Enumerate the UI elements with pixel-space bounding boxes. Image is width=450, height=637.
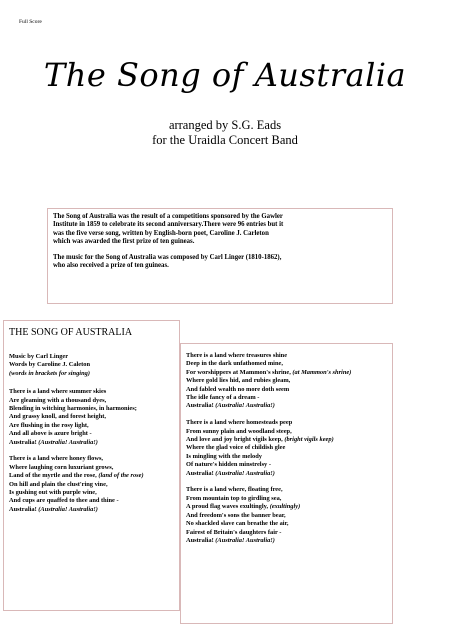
left-stanzas	[9, 388, 174, 514]
lyric-text: A proud flag waves exultingly,	[186, 503, 270, 511]
lyric-text: Land of the myrtle and the rose,	[9, 472, 99, 480]
lyric-text: And fabled wealth no more doth seem	[186, 385, 290, 393]
sung-repeat: (land of the rose)	[98, 472, 144, 480]
lyric-text: From mountain top to girdling sea,	[186, 494, 282, 502]
lyric-line	[9, 397, 174, 405]
sung-repeat: (exultingly)	[269, 503, 301, 511]
lyric-text: Where the glad voice of childish glee	[186, 444, 286, 452]
words-credit: Words by Caroline J. Caleton	[9, 361, 91, 369]
lyric-line	[186, 470, 387, 478]
music-credit: Music by Carl Linger	[9, 353, 69, 360]
singing-note: (words in brackets for singing)	[9, 369, 90, 377]
lyric-text: For worshippers at Mammon's shrine,	[186, 368, 293, 376]
lyric-line	[9, 489, 174, 497]
lyric-text: There is a land where homesteads peep	[186, 419, 293, 427]
lyric-line	[186, 453, 387, 461]
lyric-line	[9, 455, 174, 463]
lyric-line	[186, 512, 387, 520]
score-type-label: Full Score	[19, 19, 42, 25]
lyric-line	[186, 419, 387, 427]
lyric-text: Deep in the dark unfathomed mine,	[186, 360, 283, 368]
lyric-line	[9, 388, 174, 396]
lyric-line	[186, 386, 387, 394]
lyric-text: Australia!	[186, 536, 216, 544]
lyric-text: Are gleaming with a thousand dyes,	[9, 396, 107, 404]
lyric-line	[9, 506, 174, 514]
lyric-line	[186, 377, 387, 385]
lyric-text: There is a land where summer skies	[9, 388, 107, 396]
lyric-text: From sunny plain and woodland steep,	[186, 427, 292, 435]
lyric-line	[9, 472, 174, 480]
lyric-text: Australia!	[9, 505, 39, 513]
lyric-line	[9, 497, 174, 505]
lyrics-column-right	[180, 343, 393, 624]
stanza	[186, 486, 387, 545]
history-line: was the five verse song, written by English-born poet, Caroline J. Carleton	[53, 229, 269, 237]
lyric-line	[186, 461, 387, 469]
sung-repeat: (Australia! Australia!)	[215, 469, 275, 477]
lyric-text: There is a land where honey flows,	[9, 455, 104, 463]
lyrics-column-left	[3, 320, 180, 611]
lyric-text: And cups are quaffed to thee and thine -	[9, 497, 119, 505]
lyric-text: On hill and plain the clust'ring vine,	[9, 480, 108, 488]
lyric-line	[9, 413, 174, 421]
history-paragraph-1	[53, 213, 387, 247]
lyric-text: There is a land where, floating free,	[186, 486, 283, 494]
stanza	[9, 388, 174, 447]
sung-repeat: (Australia! Australia!)	[215, 402, 275, 410]
lyric-line	[186, 529, 387, 537]
song-credits	[9, 353, 174, 378]
lyric-text: Australia!	[9, 438, 39, 446]
lyric-line	[186, 495, 387, 503]
lyric-line	[9, 481, 174, 489]
sung-repeat: (Australia! Australia!)	[38, 505, 98, 513]
lyric-line	[9, 439, 174, 447]
lyric-line	[186, 369, 387, 377]
lyric-line	[186, 394, 387, 402]
lyric-line	[186, 503, 387, 511]
lyric-line	[186, 352, 387, 360]
history-line: The Song of Australia was the result of a competitions sponsored by the Gawler	[53, 213, 283, 220]
history-paragraph-2	[53, 254, 387, 271]
song-title: THE SONG OF AUSTRALIA	[9, 327, 133, 338]
sung-repeat: (bright vigils keep)	[284, 436, 334, 444]
arranger-credit: arranged by S.G. Eads	[168, 118, 282, 132]
lyric-text: And love and joy bright vigils keep,	[186, 436, 285, 444]
history-line: which was awarded the first prize of ten guineas.	[53, 238, 195, 246]
lyric-text: Are flushing in the rosy light,	[9, 421, 89, 429]
lyric-line	[186, 486, 387, 494]
lyric-text: Is gushing out with purple wine,	[9, 489, 97, 497]
lyric-line	[186, 360, 387, 368]
stanza	[186, 419, 387, 478]
lyric-text: And all above is azure bright -	[9, 430, 92, 438]
lyric-text: Fairest of Britain's daughters fair -	[186, 528, 282, 536]
lyric-line	[186, 428, 387, 436]
lyric-text: Australia!	[186, 402, 216, 410]
history-box	[47, 208, 393, 304]
lyric-text: No shackled slave can breathe the air,	[186, 520, 289, 528]
ensemble-credit: for the Uraidla Concert Band	[152, 133, 298, 147]
lyric-text: And grassy knoll, and forest height,	[9, 413, 107, 421]
lyric-line	[186, 537, 387, 545]
lyric-text: Is mingling with the melody	[186, 452, 262, 460]
lyric-line	[186, 402, 387, 410]
page-title: The Song of Australia	[43, 56, 407, 94]
lyric-line	[186, 444, 387, 452]
lyric-line	[9, 464, 174, 472]
lyric-text: And freedom's sons the banner bear,	[186, 511, 286, 519]
sung-repeat: (at Mammon's shrine)	[292, 368, 352, 376]
lyric-text: There is a land where treasures shine	[186, 352, 288, 359]
history-line: The music for the Song of Australia was composed by Carl Linger (1810-1862),	[53, 253, 282, 261]
sung-repeat: (Australia! Australia!)	[38, 438, 98, 446]
lyric-line	[9, 405, 174, 413]
stanza	[9, 455, 174, 514]
history-line: Institute in 1859 to celebrate its second anniversary.There were 96 entries but it	[53, 221, 284, 229]
lyric-line	[186, 520, 387, 528]
lyric-line	[9, 422, 174, 430]
lyric-text: Of nature's hidden minstrelsy -	[186, 461, 271, 469]
lyric-text: The idle fancy of a dream -	[186, 394, 260, 402]
stanza	[186, 352, 387, 411]
sung-repeat: (Australia! Australia!)	[215, 536, 275, 544]
lyric-text: Where laughing corn luxuriant grows,	[9, 463, 114, 471]
lyric-line	[186, 436, 387, 444]
lyric-text: Where gold lies hid, and rubies gleam,	[186, 377, 291, 385]
history-line: who also received a prize of ten guineas.	[53, 262, 169, 270]
right-stanzas	[186, 352, 387, 545]
lyric-line	[9, 430, 174, 438]
lyric-text: Australia!	[186, 469, 216, 477]
lyric-text: Blending in witching harmonies, in harmonies;	[9, 405, 137, 413]
